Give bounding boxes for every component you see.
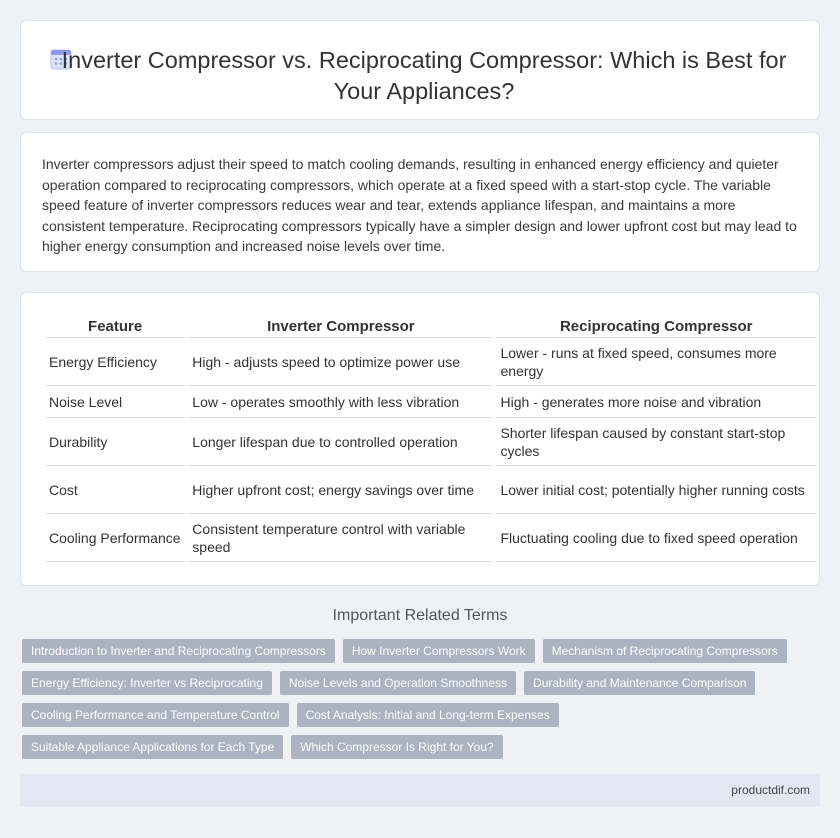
reciprocating-cell: Lower - runs at fixed speed, consumes more energy bbox=[496, 338, 816, 386]
reciprocating-cell: Fluctuating cooling due to fixed speed operation bbox=[496, 514, 816, 562]
inverter-cell: Higher upfront cost; energy savings over time bbox=[188, 466, 493, 514]
comparison-table bbox=[42, 316, 819, 562]
table-row bbox=[45, 466, 816, 514]
related-term-tag[interactable]: Energy Efficiency: Inverter vs Reciprocating bbox=[22, 671, 272, 695]
related-term-tag[interactable]: Cost Analysis: Initial and Long-term Expenses bbox=[297, 703, 559, 727]
inverter-cell: High - adjusts speed to optimize power use bbox=[188, 338, 493, 386]
related-term-tag[interactable]: Durability and Maintenance Comparison bbox=[524, 671, 755, 695]
title-card bbox=[20, 20, 820, 120]
feature-cell: Cooling Performance bbox=[45, 514, 185, 562]
inverter-cell: Low - operates smoothly with less vibration bbox=[188, 386, 493, 418]
summary-card bbox=[20, 132, 820, 272]
related-term-tag[interactable]: Noise Levels and Operation Smoothness bbox=[280, 671, 516, 695]
inverter-cell: Longer lifespan due to controlled operation bbox=[188, 418, 493, 466]
table-row bbox=[45, 514, 816, 562]
footer-site-link[interactable]: productdif.com bbox=[731, 783, 810, 797]
comparison-table-card bbox=[20, 292, 820, 586]
feature-cell: Energy Efficiency bbox=[45, 338, 185, 386]
column-header-feature: Feature bbox=[45, 316, 185, 338]
summary-paragraph: Inverter compressors adjust their speed to match cooling demands, resulting in enhanced energy efficiency and quieter operation compared to reciprocating compressors, which operate at a fixed speed with a start-stop cycle. The variable speed feature of inverter compressors reduces wear and tear, extends appliance lifespan, and maintains a more consistent temperature. Reciprocating compressors typically have a simpler design and lower upfront cost but may lead to higher energy consumption and increased noise levels over time. bbox=[42, 156, 797, 254]
table-row bbox=[45, 418, 816, 466]
footer bbox=[20, 774, 820, 807]
page-title: Inverter Compressor vs. Reciprocating Compressor: Which is Best for Your Appliances? bbox=[61, 47, 787, 104]
reciprocating-cell: Lower initial cost; potentially higher running costs bbox=[496, 466, 816, 514]
table-row bbox=[45, 338, 816, 386]
related-term-tag[interactable]: Cooling Performance and Temperature Control bbox=[22, 703, 289, 727]
feature-cell: Noise Level bbox=[45, 386, 185, 418]
reciprocating-cell: High - generates more noise and vibration bbox=[496, 386, 816, 418]
related-terms-list bbox=[22, 639, 822, 759]
reciprocating-cell: Shorter lifespan caused by constant start-stop cycles bbox=[496, 418, 816, 466]
related-terms-heading: Important Related Terms bbox=[332, 607, 508, 624]
table-header-row bbox=[45, 316, 816, 338]
column-header-inverter: Inverter Compressor bbox=[188, 316, 493, 338]
feature-cell: Durability bbox=[45, 418, 185, 466]
table-row bbox=[45, 386, 816, 418]
related-term-tag[interactable]: Mechanism of Reciprocating Compressors bbox=[543, 639, 787, 663]
related-term-tag[interactable]: How Inverter Compressors Work bbox=[343, 639, 535, 663]
related-term-tag[interactable]: Which Compressor Is Right for You? bbox=[291, 735, 502, 759]
column-header-reciprocating: Reciprocating Compressor bbox=[496, 316, 816, 338]
feature-cell: Cost bbox=[45, 466, 185, 514]
related-term-tag[interactable]: Suitable Appliance Applications for Each Type bbox=[22, 735, 283, 759]
inverter-cell: Consistent temperature control with variable speed bbox=[188, 514, 493, 562]
related-term-tag[interactable]: Introduction to Inverter and Reciprocating Compressors bbox=[22, 639, 335, 663]
